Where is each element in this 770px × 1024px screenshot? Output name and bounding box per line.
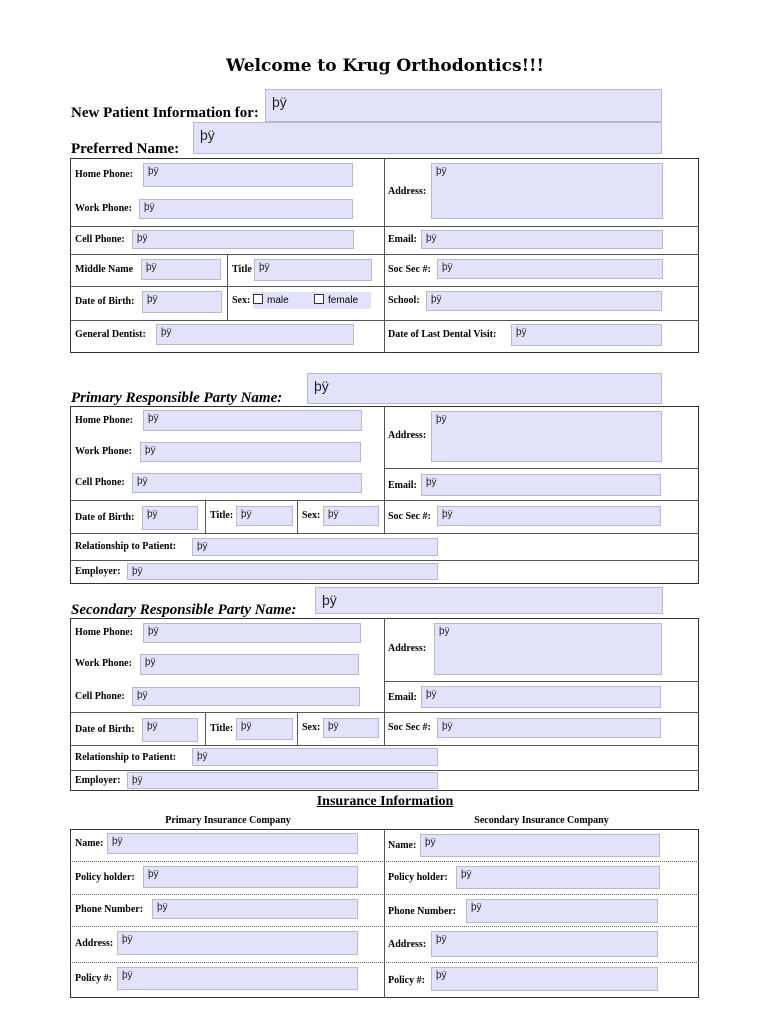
secondary-employer-label: Employer:: [75, 775, 121, 786]
column-divider: [297, 500, 298, 533]
primary-sex-field[interactable]: þÿ: [323, 506, 379, 526]
email-label: Email:: [388, 234, 417, 245]
primary-ins-phone-field[interactable]: þÿ: [152, 899, 358, 919]
last-visit-field[interactable]: þÿ: [511, 324, 662, 346]
school-field[interactable]: þÿ: [426, 291, 662, 311]
primary-address-field[interactable]: þÿ: [431, 411, 662, 462]
row-divider: [70, 926, 699, 927]
patient-name-field[interactable]: þÿ: [265, 89, 662, 122]
secondary-cell-phone-field[interactable]: þÿ: [132, 687, 360, 706]
primary-ins-policy-no-label: Policy #:: [75, 973, 112, 984]
primary-home-phone-label: Home Phone:: [75, 415, 134, 426]
secondary-ins-phone-label: Phone Number:: [388, 906, 457, 917]
primary-home-phone-field[interactable]: þÿ: [143, 410, 362, 431]
secondary-party-name-field[interactable]: þÿ: [315, 587, 663, 614]
primary-email-field[interactable]: þÿ: [421, 474, 661, 496]
primary-work-phone-label: Work Phone:: [75, 446, 132, 457]
secondary-home-phone-label: Home Phone:: [75, 627, 134, 638]
general-dentist-label: General Dentist:: [75, 329, 146, 340]
middle-name-label: Middle Name: [75, 264, 134, 275]
secondary-relationship-field[interactable]: þÿ: [192, 748, 438, 766]
row-divider: [70, 226, 699, 227]
primary-ins-address-field[interactable]: þÿ: [117, 931, 358, 955]
column-divider: [205, 712, 206, 745]
secondary-email-label: Email:: [388, 692, 417, 703]
secondary-ins-address-field[interactable]: þÿ: [431, 931, 658, 957]
secondary-ins-phone-field[interactable]: þÿ: [466, 899, 658, 923]
primary-ins-address-label: Address:: [75, 938, 114, 949]
secondary-soc-sec-label: Soc Sec #:: [388, 722, 431, 733]
secondary-ins-policy-no-field[interactable]: þÿ: [431, 967, 658, 991]
primary-title-field[interactable]: þÿ: [236, 506, 293, 526]
primary-sex-label: Sex:: [302, 510, 321, 521]
secondary-sex-label: Sex:: [302, 722, 321, 733]
secondary-address-label: Address:: [388, 643, 427, 654]
row-divider: [70, 286, 699, 287]
general-dentist-field[interactable]: þÿ: [156, 324, 354, 345]
row-divider: [384, 468, 699, 469]
primary-ins-name-label: Name:: [75, 838, 104, 849]
primary-party-name-field[interactable]: þÿ: [307, 373, 662, 404]
row-divider: [70, 320, 699, 321]
secondary-sex-field[interactable]: þÿ: [323, 718, 379, 738]
row-divider: [70, 712, 699, 713]
primary-work-phone-field[interactable]: þÿ: [140, 442, 361, 462]
secondary-ins-policy-holder-field[interactable]: þÿ: [456, 866, 660, 889]
primary-ins-policy-holder-label: Policy holder:: [75, 872, 135, 883]
row-divider: [70, 745, 699, 746]
primary-dob-field[interactable]: þÿ: [142, 506, 198, 530]
primary-cell-phone-field[interactable]: þÿ: [132, 473, 362, 493]
column-divider: [384, 406, 385, 533]
sex-male-label: male: [267, 295, 289, 306]
primary-ins-policy-no-field[interactable]: þÿ: [117, 967, 358, 990]
primary-employer-field[interactable]: þÿ: [127, 563, 438, 580]
primary-dob-label: Date of Birth:: [75, 512, 135, 523]
soc-sec-label: Soc Sec #:: [388, 264, 431, 275]
secondary-email-field[interactable]: þÿ: [421, 686, 661, 708]
secondary-address-field[interactable]: þÿ: [434, 623, 662, 675]
primary-party-heading: Primary Responsible Party Name:: [71, 390, 283, 406]
sex-female-label: female: [328, 295, 359, 306]
primary-cell-phone-label: Cell Phone:: [75, 477, 125, 488]
secondary-party-heading: Secondary Responsible Party Name:: [71, 602, 297, 618]
secondary-relationship-label: Relationship to Patient:: [75, 752, 177, 763]
primary-insurance-heading: Primary Insurance Company: [165, 815, 291, 826]
row-divider: [70, 500, 699, 501]
secondary-insurance-heading: Secondary Insurance Company: [474, 815, 609, 826]
row-divider: [70, 254, 699, 255]
column-divider: [297, 712, 298, 745]
primary-email-label: Email:: [388, 480, 417, 491]
secondary-work-phone-field[interactable]: þÿ: [140, 654, 359, 675]
primary-address-label: Address:: [388, 430, 427, 441]
new-patient-label: New Patient Information for:: [71, 105, 259, 121]
school-label: School:: [388, 295, 420, 306]
work-phone-field[interactable]: þÿ: [139, 199, 353, 219]
secondary-ins-address-label: Address:: [388, 939, 427, 950]
work-phone-label: Work Phone:: [75, 203, 132, 214]
primary-relationship-field[interactable]: þÿ: [192, 538, 438, 556]
primary-soc-sec-label: Soc Sec #:: [388, 511, 431, 522]
address-field[interactable]: þÿ: [431, 163, 663, 219]
secondary-title-field[interactable]: þÿ: [236, 718, 293, 740]
row-divider: [70, 560, 699, 561]
title-field[interactable]: þÿ: [254, 259, 372, 281]
secondary-dob-field[interactable]: þÿ: [142, 718, 198, 742]
row-divider: [70, 861, 699, 862]
secondary-ins-name-field[interactable]: þÿ: [420, 834, 660, 857]
column-divider: [384, 158, 385, 353]
primary-employer-label: Employer:: [75, 566, 121, 577]
column-divider: [227, 254, 228, 320]
secondary-soc-sec-field[interactable]: þÿ: [437, 718, 661, 738]
sex-male-checkbox[interactable]: [253, 294, 263, 304]
secondary-ins-policy-holder-label: Policy holder:: [388, 872, 448, 883]
page-title: Welcome to Krug Orthodontics!!!: [226, 56, 544, 76]
row-divider: [70, 894, 699, 895]
primary-ins-name-field[interactable]: þÿ: [107, 833, 358, 854]
secondary-ins-name-label: Name:: [388, 840, 417, 851]
column-divider: [384, 829, 385, 998]
primary-soc-sec-field[interactable]: þÿ: [437, 506, 661, 526]
row-divider: [384, 681, 699, 682]
secondary-work-phone-label: Work Phone:: [75, 658, 132, 669]
cell-phone-label: Cell Phone:: [75, 234, 125, 245]
dob-label: Date of Birth:: [75, 296, 135, 307]
email-field[interactable]: þÿ: [421, 230, 663, 249]
primary-relationship-label: Relationship to Patient:: [75, 541, 177, 552]
last-visit-label: Date of Last Dental Visit:: [388, 329, 497, 340]
secondary-employer-field[interactable]: þÿ: [127, 772, 438, 789]
sex-label: Sex:: [232, 295, 251, 306]
soc-sec-field[interactable]: þÿ: [437, 259, 663, 279]
address-label: Address:: [388, 186, 427, 197]
preferred-name-label: Preferred Name:: [71, 141, 180, 157]
dob-field[interactable]: þÿ: [142, 291, 222, 313]
title-label: Title: [232, 264, 252, 275]
insurance-heading: Insurance Information: [316, 794, 454, 809]
primary-ins-policy-holder-field[interactable]: þÿ: [143, 866, 358, 888]
preferred-name-field[interactable]: þÿ: [193, 122, 662, 154]
row-divider: [70, 770, 699, 771]
primary-ins-phone-label: Phone Number:: [75, 904, 144, 915]
cell-phone-field[interactable]: þÿ: [132, 230, 354, 249]
home-phone-label: Home Phone:: [75, 169, 134, 180]
middle-name-field[interactable]: þÿ: [141, 259, 221, 280]
secondary-home-phone-field[interactable]: þÿ: [143, 623, 361, 643]
column-divider: [205, 500, 206, 533]
secondary-ins-policy-no-label: Policy #:: [388, 975, 425, 986]
sex-female-checkbox[interactable]: [314, 294, 324, 304]
primary-title-label: Title:: [210, 510, 234, 521]
row-divider: [70, 533, 699, 534]
home-phone-field[interactable]: þÿ: [143, 163, 353, 187]
row-divider: [70, 962, 699, 963]
secondary-title-label: Title:: [210, 723, 234, 734]
secondary-dob-label: Date of Birth:: [75, 724, 135, 735]
secondary-cell-phone-label: Cell Phone:: [75, 691, 125, 702]
